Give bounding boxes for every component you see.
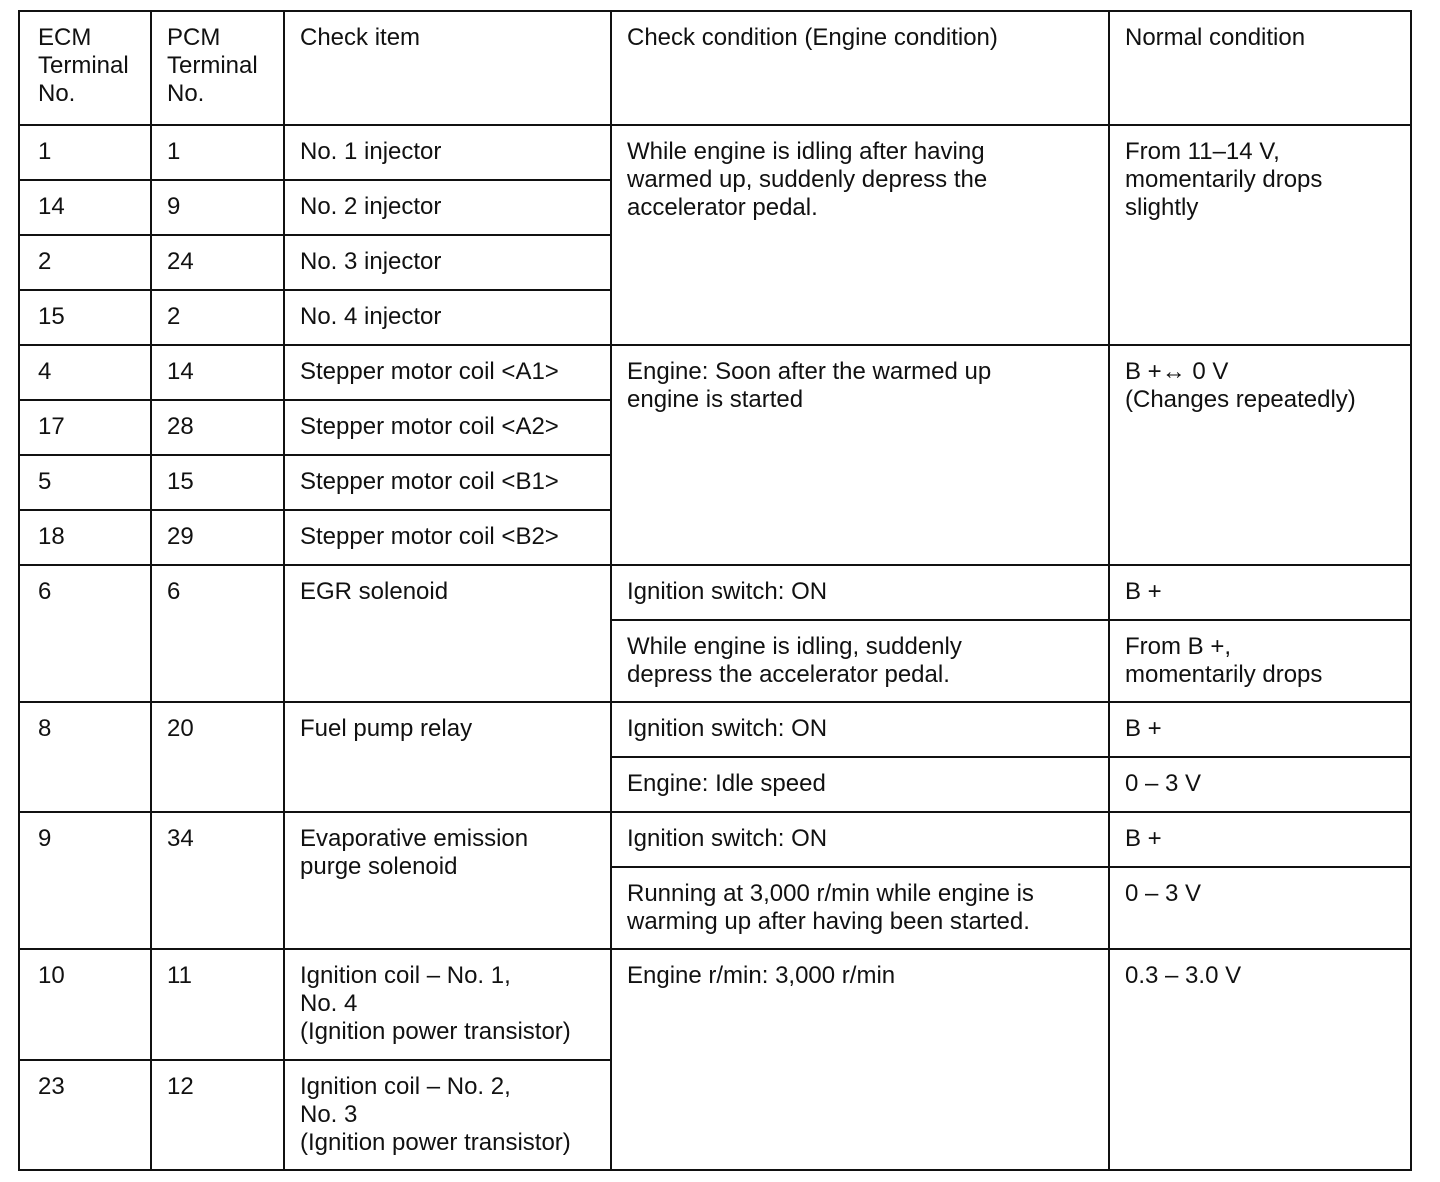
table-row	[19, 565, 1411, 620]
check-condition-cell: While engine is idling after having warmed up, suddenly depress the accelerator pedal.	[611, 125, 1109, 345]
check-condition-cell: Engine: Idle speed	[611, 757, 1109, 812]
ecm-terminal-cell: 9	[19, 812, 151, 949]
normal-condition-cell: 0 – 3 V	[1109, 867, 1411, 949]
table-row	[19, 812, 1411, 867]
table-row	[19, 702, 1411, 757]
ecm-terminal-cell: 1	[19, 125, 151, 180]
check-condition-cell: Ignition switch: ON	[611, 565, 1109, 620]
check-item-cell: Ignition coil – No. 2, No. 3 (Ignition power transistor)	[284, 1060, 611, 1170]
ecm-terminal-cell: 15	[19, 290, 151, 345]
ecm-terminal-cell: 8	[19, 702, 151, 812]
check-condition-cell: Running at 3,000 r/min while engine is warming up after having been started.	[611, 867, 1109, 949]
pcm-terminal-cell: 2	[151, 290, 284, 345]
table-row	[19, 125, 1411, 180]
pcm-terminal-cell: 20	[151, 702, 284, 812]
check-item-cell: Ignition coil – No. 1, No. 4 (Ignition power transistor)	[284, 949, 611, 1060]
check-condition-cell: Engine r/min: 3,000 r/min	[611, 949, 1109, 1170]
table-row	[19, 345, 1411, 400]
check-condition-cell: While engine is idling, suddenly depress the accelerator pedal.	[611, 620, 1109, 702]
check-item-cell: Stepper motor coil <A2>	[284, 400, 611, 455]
pcm-terminal-cell: 15	[151, 455, 284, 510]
normal-condition-cell: 0 – 3 V	[1109, 757, 1411, 812]
pcm-terminal-cell: 24	[151, 235, 284, 290]
header-row	[19, 11, 1411, 125]
check-item-cell: No. 4 injector	[284, 290, 611, 345]
ecm-terminal-cell: 5	[19, 455, 151, 510]
header-ecm-terminal: ECM Terminal No.	[19, 11, 151, 125]
pcm-terminal-cell: 9	[151, 180, 284, 235]
pcm-terminal-cell: 1	[151, 125, 284, 180]
header-check-item: Check item	[284, 11, 611, 125]
check-item-cell: Evaporative emission purge solenoid	[284, 812, 611, 949]
normal-condition-cell: From 11–14 V, momentarily drops slightly	[1109, 125, 1411, 345]
header-pcm-terminal: PCM Terminal No.	[151, 11, 284, 125]
check-condition-cell: Ignition switch: ON	[611, 812, 1109, 867]
header-check-condition: Check condition (Engine condition)	[611, 11, 1109, 125]
check-item-cell: Stepper motor coil <B1>	[284, 455, 611, 510]
pcm-terminal-cell: 12	[151, 1060, 284, 1170]
normal-condition-cell: B +	[1109, 565, 1411, 620]
normal-condition-cell: 0.3 – 3.0 V	[1109, 949, 1411, 1170]
normal-condition-cell: From B +, momentarily drops	[1109, 620, 1411, 702]
check-condition-cell: Engine: Soon after the warmed up engine is started	[611, 345, 1109, 565]
ecm-terminal-cell: 2	[19, 235, 151, 290]
check-item-cell: Fuel pump relay	[284, 702, 611, 812]
check-item-cell: No. 1 injector	[284, 125, 611, 180]
ecm-terminal-cell: 6	[19, 565, 151, 702]
normal-condition-cell: B +↔ 0 V (Changes repeatedly)	[1109, 345, 1411, 565]
pcm-terminal-cell: 14	[151, 345, 284, 400]
ecm-terminal-cell: 10	[19, 949, 151, 1060]
check-item-cell: Stepper motor coil <B2>	[284, 510, 611, 565]
ecm-terminal-cell: 14	[19, 180, 151, 235]
ecm-terminal-cell: 18	[19, 510, 151, 565]
normal-condition-cell: B +	[1109, 812, 1411, 867]
ecm-terminal-cell: 23	[19, 1060, 151, 1170]
check-condition-cell: Ignition switch: ON	[611, 702, 1109, 757]
pcm-terminal-cell: 28	[151, 400, 284, 455]
ecm-terminal-check-table	[18, 10, 1412, 1171]
pcm-terminal-cell: 34	[151, 812, 284, 949]
header-normal-condition: Normal condition	[1109, 11, 1411, 125]
check-item-cell: No. 3 injector	[284, 235, 611, 290]
pcm-terminal-cell: 29	[151, 510, 284, 565]
ecm-terminal-cell: 4	[19, 345, 151, 400]
ecm-terminal-cell: 17	[19, 400, 151, 455]
pcm-terminal-cell: 11	[151, 949, 284, 1060]
pcm-terminal-cell: 6	[151, 565, 284, 702]
check-item-cell: EGR solenoid	[284, 565, 611, 702]
normal-condition-cell: B +	[1109, 702, 1411, 757]
table-row	[19, 949, 1411, 1060]
check-item-cell: No. 2 injector	[284, 180, 611, 235]
check-item-cell: Stepper motor coil <A1>	[284, 345, 611, 400]
